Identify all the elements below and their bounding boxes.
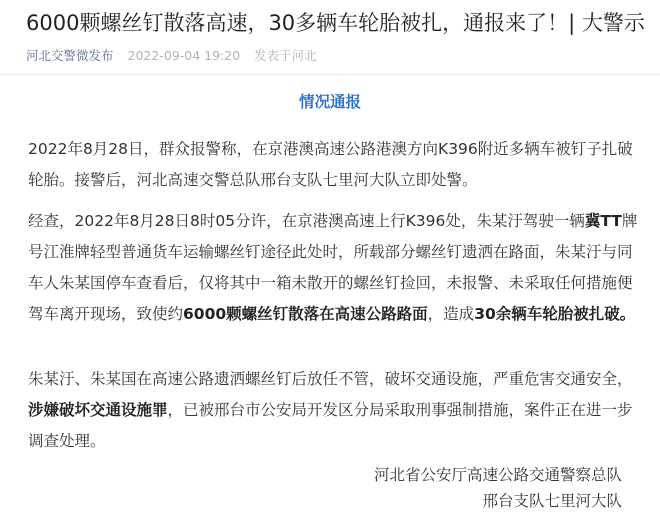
source-account-link[interactable]: 河北交警微发布 [26,48,114,63]
tires-punctured-bold: 30余辆车轮胎被扎破。 [474,305,636,323]
text-segment: 朱某汙、朱某国在高速公路遗洒螺丝钉后放任不管，破坏交通设施，严重危害交通安全， [28,370,633,388]
signature-unit: 邢台支队七里河大队 [482,492,622,510]
text-segment: ，造成 [427,305,475,323]
notice-heading: 情况通报 [298,93,361,111]
plate-prefix-bold: 冀TT [584,212,622,230]
text-segment: 经查，2022年8月28日8时05分许，在京港澳高速上行K396处，朱某汙驾驶一辆 [28,212,585,230]
paragraph-report: 2022年8月28日，群众报警称，在京港澳高速公路港澳方向K396附近多辆车被钉子扎破轮胎。接警后，河北高速交警总队邢台支队七里河大队立即处警。 [28,140,633,189]
article-meta [26,48,317,64]
paragraph-investigation [28,206,638,330]
paragraph-penalty [28,364,638,457]
publish-date: 2022-09-04 19:20 [127,48,241,63]
text-segment: ，已被邢台市公安局开发区分局采取刑事强制措施，案件正在进一步调查处理。 [28,401,633,450]
article-title: 6000颗螺丝钉散落高速，30多辆车轮胎被扎，通报来了！| 大警示 [26,11,645,35]
publish-location: 发表于河北 [254,48,317,63]
charge-bold: 涉嫌破坏交通设施罪 [28,401,168,419]
text-segment: 牌号江淮牌轻型普通货车运输螺丝钉途径此处时，所载部分螺丝钉遗洒在路面，朱某汙与同车人朱某国停车查看后，仅将其中一箱未散开的螺丝钉捡回，未报警、未采取任何措施便驾车离开现场，致使约 [28,212,638,323]
signature-organization: 河北省公安厅高速公路交通警察总队 [373,466,622,484]
screws-scattered-bold: 6000颗螺丝钉散落在高速公路路面 [183,305,428,323]
header-divider [0,74,660,75]
